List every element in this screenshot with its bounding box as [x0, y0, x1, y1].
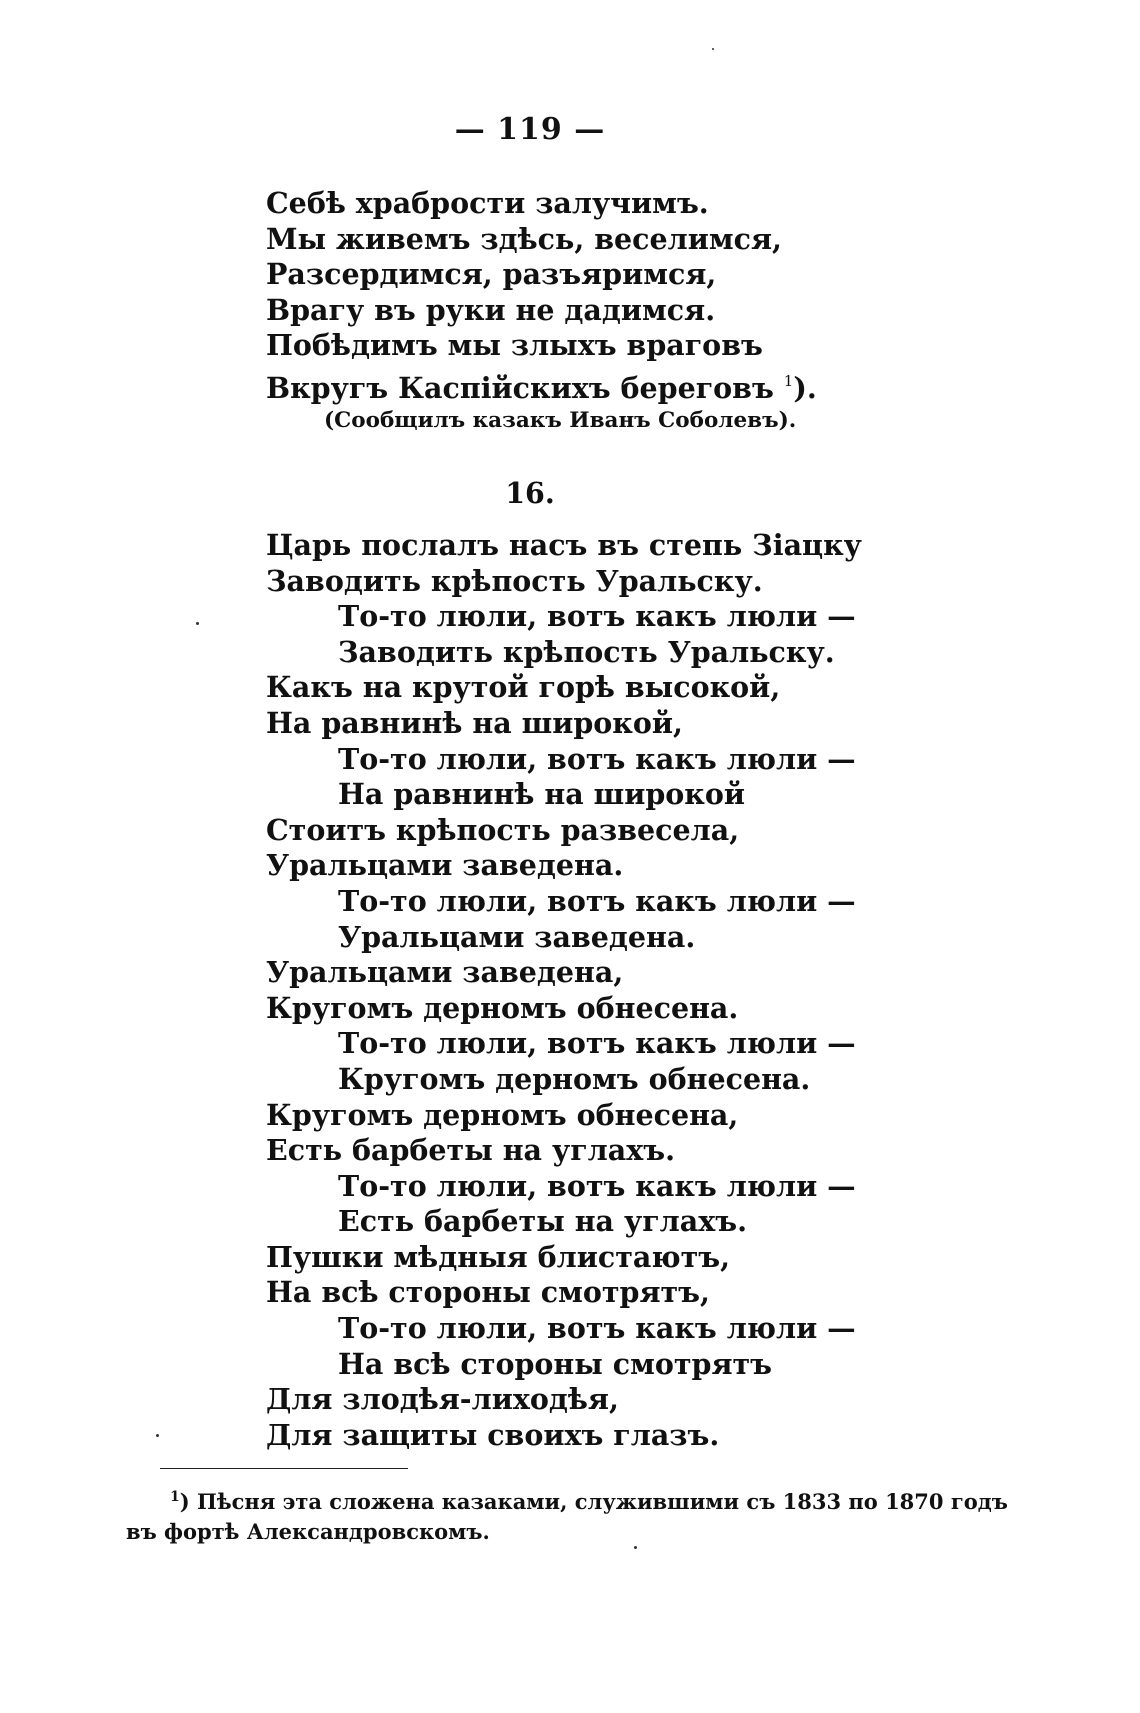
print-speck — [634, 1546, 637, 1549]
print-speck — [712, 48, 714, 50]
verse-line-with-footnote — [266, 364, 817, 407]
refrain-line: То-то люли, вотъ какъ люли — — [338, 1168, 856, 1203]
refrain-line: То-то люли, вотъ какъ люли — — [338, 1311, 856, 1346]
footnote-line: въ фортѣ Александровскомъ. — [126, 1519, 490, 1544]
footnote-text: ) Пѣсня эта сложена казаками, служившими съ 1833 по 1870 годъ — [179, 1489, 1008, 1514]
verse-line: Разсердимся, разъяримся, — [266, 257, 717, 292]
verse-line: Уральцами заведена. — [266, 848, 624, 883]
verse-line: Пушки мѣдныя блистаютъ, — [266, 1239, 731, 1274]
refrain-line: То-то люли, вотъ какъ люли — — [338, 1026, 856, 1061]
print-speck — [196, 622, 199, 625]
verse-line: Уральцами заведена, — [266, 955, 624, 990]
verse-line: На всѣ стороны смотрятъ, — [266, 1275, 710, 1310]
footnote-mark: 1 — [170, 1489, 180, 1505]
footnote — [126, 1482, 1008, 1547]
refrain-line: Уральцами заведена. — [338, 919, 696, 954]
song-attribution: (Сообщилъ казакъ Иванъ Соболевъ). — [324, 408, 797, 433]
verse-line: Кругомъ дерномъ обнесена, — [266, 1097, 739, 1132]
verse-line-text: Вкругъ Каспiйскихъ береговъ — [266, 370, 774, 405]
song-number: 16. — [505, 476, 555, 510]
refrain-line: Кругомъ дерномъ обнесена. — [338, 1061, 811, 1096]
footnote-reference: 1 — [783, 371, 794, 390]
verse-lines — [266, 186, 817, 364]
verse-line: Есть барбеты на углахъ. — [266, 1133, 675, 1168]
footnote-line — [126, 1482, 1008, 1517]
verse-line: Кругомъ дерномъ обнесена. — [266, 990, 739, 1025]
verse-line: Заводить крѣпость Уральску. — [266, 563, 763, 598]
verse-block-song-16 — [266, 528, 862, 1453]
verse-line: Царь послалъ насъ въ степь Зiацку — [266, 528, 862, 562]
print-speck — [156, 1434, 159, 1437]
refrain-line: Заводить крѣпость Уральску. — [338, 634, 835, 669]
refrain-line: То-то люли, вотъ какъ люли — — [338, 599, 856, 634]
refrain-line: На всѣ стороны смотрятъ — [338, 1346, 773, 1381]
refrain-line: На равнинѣ на широкой — [338, 777, 746, 812]
verse-line: Врагу въ руки не дадимся. — [266, 292, 716, 327]
verse-line: Какъ на крутой горѣ высокой, — [266, 670, 781, 705]
verse-line: Себѣ храбрости залучимъ. — [266, 186, 709, 220]
refrain-line: То-то люли, вотъ какъ люли — — [338, 741, 856, 776]
verse-line: Побѣдимъ мы злыхъ враговъ — [266, 328, 763, 363]
verse-line: Для защиты своихъ глазъ. — [266, 1417, 720, 1452]
refrain-line: То-то люли, вотъ какъ люли — — [338, 883, 856, 918]
page-number: — 119 — — [454, 112, 606, 147]
verse-line: Мы живемъ здѣсь, веселимся, — [266, 221, 782, 256]
refrain-line: Есть барбеты на углахъ. — [338, 1204, 747, 1239]
verse-block-closing — [266, 186, 817, 407]
verse-line: На равнинѣ на широкой, — [266, 705, 683, 740]
verse-line: Для злодѣя-лиходѣя, — [266, 1382, 619, 1417]
footnote-divider — [160, 1468, 408, 1469]
verse-line: Стоитъ крѣпость развесела, — [266, 812, 740, 847]
verse-line-tail: ). — [793, 370, 817, 405]
